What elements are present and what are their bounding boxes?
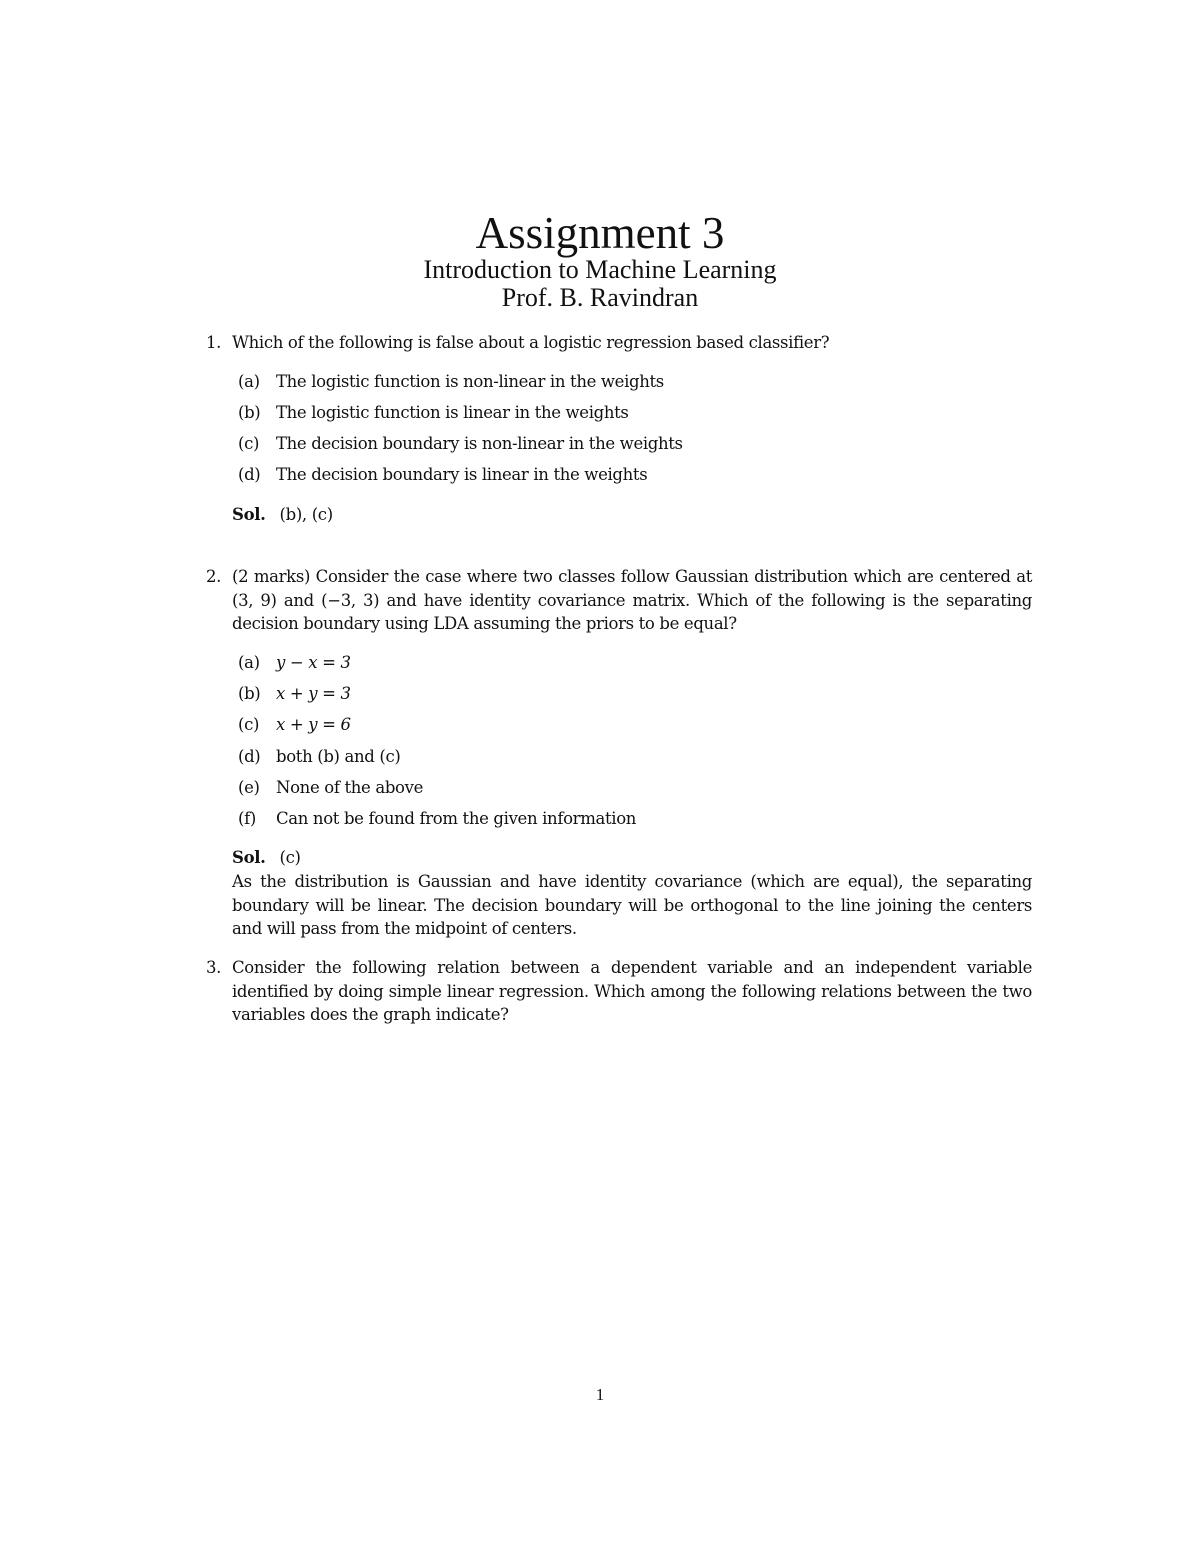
option-text: The decision boundary is non-linear in the weights	[276, 434, 683, 453]
option-label: (a)	[238, 372, 260, 391]
question-number: 3.	[206, 958, 222, 977]
option-e	[238, 776, 423, 800]
option-label: (c)	[238, 715, 260, 734]
course-subtitle: Introduction to Machine Learning	[423, 255, 777, 284]
solution	[232, 846, 301, 870]
option-text: The logistic function is non-linear in the weights	[276, 372, 664, 391]
option-text: The decision boundary is linear in the weights	[276, 465, 648, 484]
solution-answer: (b), (c)	[279, 505, 333, 524]
solution-explanation: As the distribution is Gaussian and have identity covariance (which are equal), the separating boundary will be linear. The decision boundary will be orthogonal to the line joining the centers and will pass from the midpoint of centers.	[232, 872, 1032, 938]
option-label: (f)	[238, 809, 256, 828]
solution	[232, 503, 333, 527]
solution-label: Sol.	[232, 848, 266, 867]
option-text: both (b) and (c)	[276, 747, 401, 766]
question-text: Which of the following is false about a logistic regression based classifier?	[232, 333, 830, 352]
question-number: 2.	[206, 567, 222, 586]
option-text: y − x = 3	[276, 653, 351, 672]
option-text: The logistic function is linear in the weights	[276, 403, 629, 422]
option-b	[238, 682, 351, 706]
page-number: 1	[595, 1385, 605, 1404]
option-c	[238, 713, 351, 737]
question-number: 1.	[206, 333, 222, 352]
option-label: (a)	[238, 653, 260, 672]
option-label: (b)	[238, 403, 261, 422]
option-text: Can not be found from the given information	[276, 809, 637, 828]
option-text: None of the above	[276, 778, 424, 797]
option-a	[238, 370, 664, 394]
question-text: (2 marks) Consider the case where two classes follow Gaussian distribution which are centered at (3, 9) and (−3, 3) and have identity covariance matrix. Which of the following is the separating decision boundary using LDA assuming the priors to be equal?	[232, 567, 1032, 633]
option-label: (c)	[238, 434, 260, 453]
solution-label: Sol.	[232, 505, 266, 524]
solution-answer: (c)	[279, 848, 301, 867]
option-text: x + y = 6	[276, 715, 351, 734]
option-d	[238, 463, 647, 487]
assignment-title: Assignment 3	[475, 208, 725, 258]
question-text: Consider the following relation between a dependent variable and an independent variable identified by doing simple linear regression. Which among the following relations between the two variables does the graph indicate?	[232, 958, 1032, 1024]
option-d	[238, 745, 400, 769]
option-label: (e)	[238, 778, 260, 797]
option-label: (d)	[238, 465, 261, 484]
option-c	[238, 432, 683, 456]
option-text: x + y = 3	[276, 684, 351, 703]
author-name: Prof. B. Ravindran	[501, 283, 699, 312]
option-b	[238, 401, 629, 425]
option-a	[238, 651, 351, 675]
option-f	[238, 807, 636, 831]
option-label: (b)	[238, 684, 261, 703]
option-label: (d)	[238, 747, 261, 766]
